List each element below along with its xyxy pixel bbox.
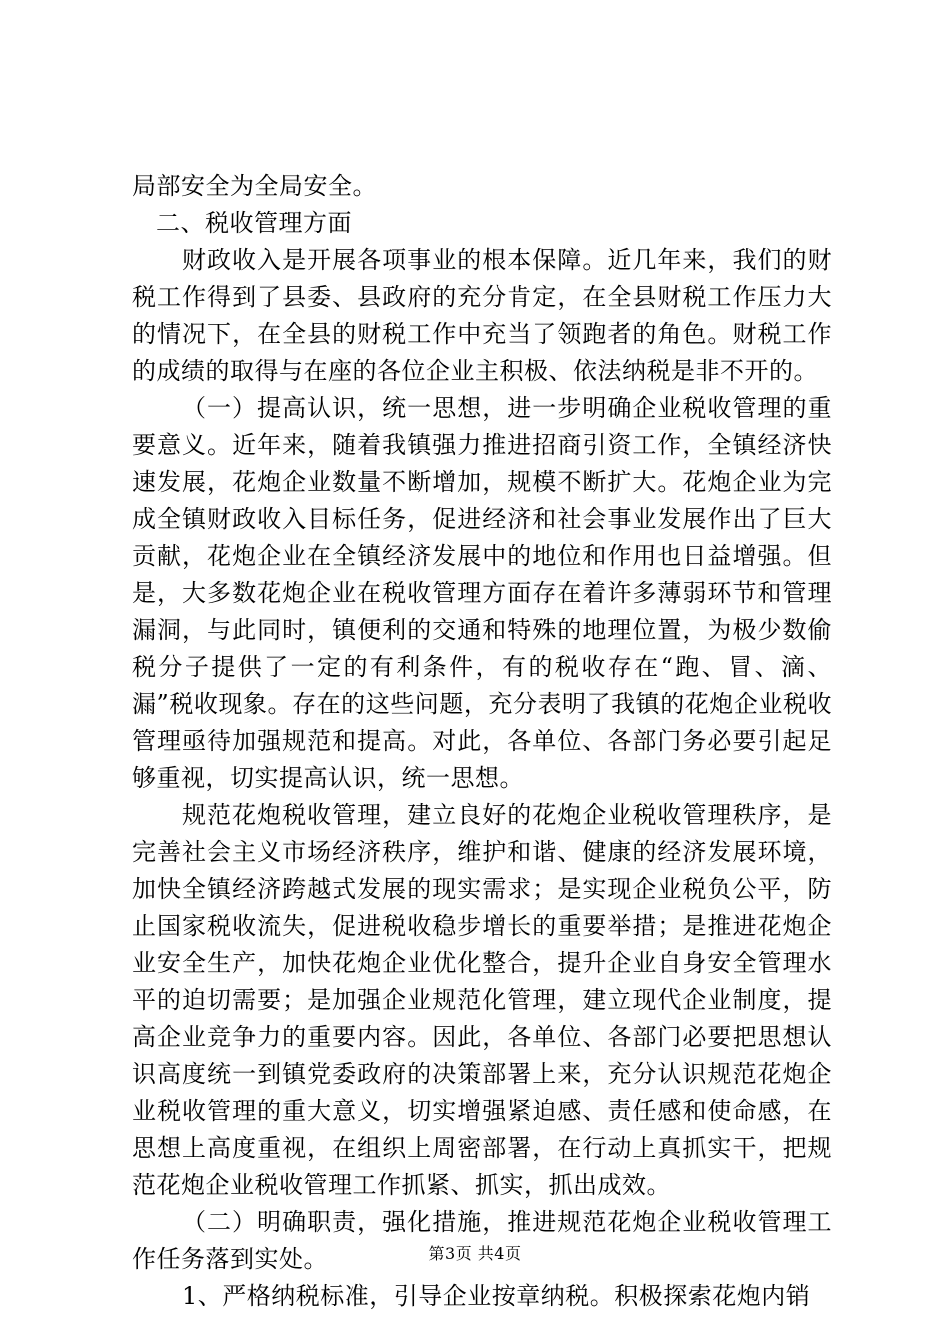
section-heading-tax-management: 二、税收管理方面 (156, 209, 352, 237)
paragraph-standardize-management: 规范花炮税收管理，建立良好的花炮企业税收管理秩序，是完善社会主义市场经济秩序，维护和谐、健康的经济发展环境，加快全镇经济跨越式发展的现实需求；是实现企业税负公平，防止国家税收流失，促进税收稳步增长的重要举措；是推进花炮企业安全生产，加快花炮企业优化整合，提升企业自身安全管理水平的迫切需要；是加强企业规范化管理，建立现代企业制度，提高企业竞争力的重要内容。因此，各单位、各部门必要把思想认识高度统一到镇党委政府的决策部署上来，充分认识规范花炮企业税收管理的重大意义，切实增强紧迫感、责任感和使命感，在思想上高度重视，在组织上周密部署，在行动上真抓实干，把规范花炮企业税收管理工作抓紧、抓实，抓出成效。 (132, 801, 832, 1199)
paragraph-item-1: 1、严格纳税标准，引导企业按章纳税。积极探索花炮内销 (182, 1282, 811, 1310)
paragraph-fiscal-revenue: 财政收入是开展各项事业的根本保障。近几年来，我们的财税工作得到了县委、县政府的充分肯定，在全县财税工作压力大的情况下，在全县的财税工作中充当了领跑者的角色。财税工作的成绩的取得与在座的各位企业主积极、依法纳税是非不开的。 (132, 246, 832, 385)
page-footer: 第3页 共4页 (428, 1244, 522, 1263)
paragraph-clarify-duties: （二）明确职责，强化措施，推进规范花炮企业税收管理工作任务落到实处。 (132, 1208, 832, 1273)
paragraph-continuation: 局部安全为全局安全。 (132, 172, 377, 200)
paragraph-raise-awareness: （一）提高认识，统一思想，进一步明确企业税收管理的重要意义。近年来，随着我镇强力推进招商引资工作，全镇经济快速发展，花炮企业数量不断增加，规模不断扩大。花炮企业为完成全镇财政收入目标任务，促进经济和社会事业发展作出了巨大贡献，花炮企业在全镇经济发展中的地位和作用也日益增强。但是，大多数花炮企业在税收管理方面存在着许多薄弱环节和管理漏洞，与此同时，镇便利的交通和特殊的地理位置，为极少数偷税分子提供了一定的有利条件，有的税收存在“跑、冒、滴、漏”税收现象。存在的这些问题，充分表明了我镇的花炮企业税收管理亟待加强规范和提高。对此，各单位、各部门务必要引起足够重视，切实提高认识，统一思想。 (132, 394, 832, 792)
document-body (132, 168, 832, 1315)
